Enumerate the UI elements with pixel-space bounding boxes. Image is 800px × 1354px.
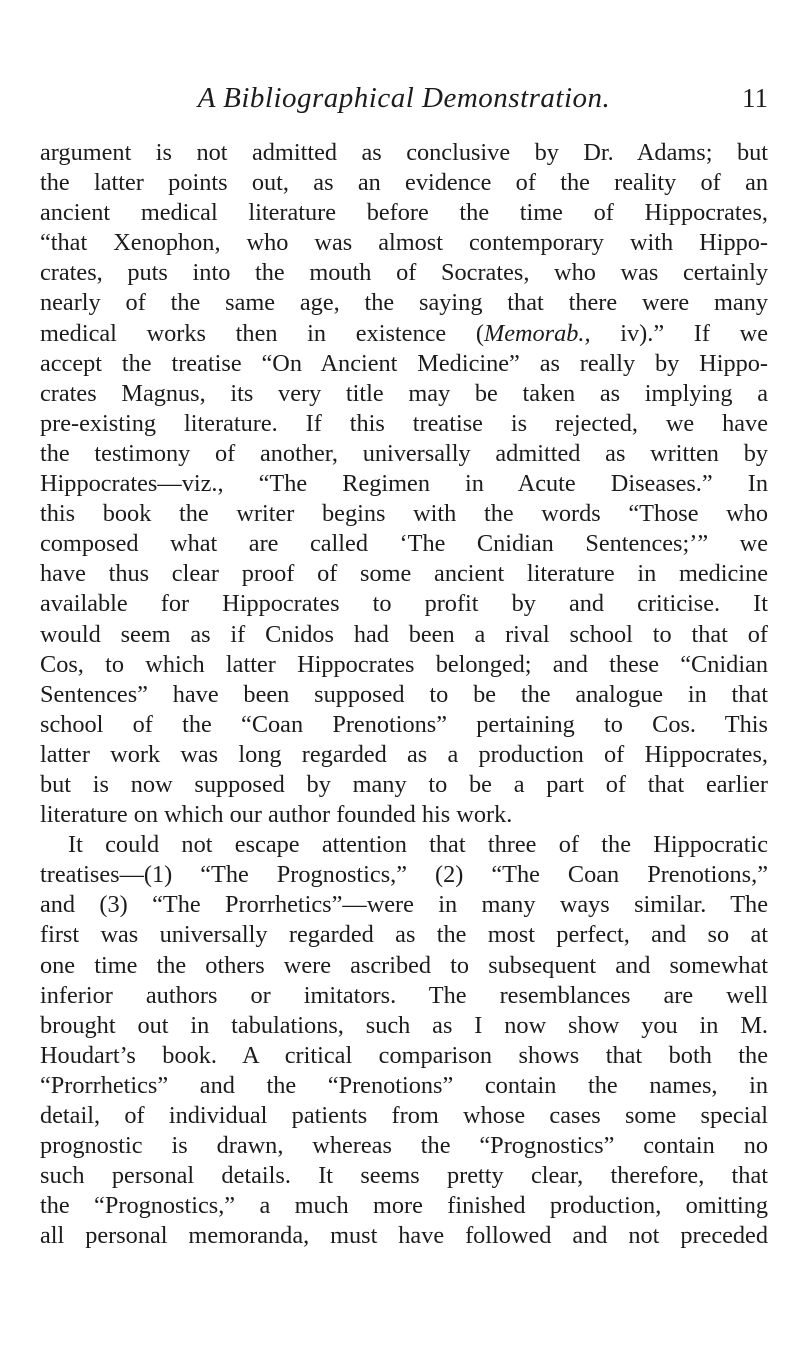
text-line: the testimony of another, universally admitted as written by xyxy=(40,439,768,467)
text-line: the latter points out, as an evidence of the reality of an xyxy=(40,169,768,197)
text-line: inferior authors or imitators. The resemblances are well xyxy=(40,981,768,1009)
text-line: school of the “Coan Prenotions” pertaining to Cos. This xyxy=(40,710,768,738)
text-line: crates, puts into the mouth of Socrates, who was certainly xyxy=(40,259,768,287)
text-line: “Prorrhetics” and the “Prenotions” contain the names, in xyxy=(40,1071,768,1099)
text-line: Hippocrates—viz., “The Regimen in Acute Diseases.” In xyxy=(40,470,768,498)
text-line xyxy=(40,319,768,349)
text-line: all personal memoranda, must have followed and not preceded xyxy=(40,1222,768,1250)
text-line: Cos, to which latter Hippocrates belonged; and these “Cnidian xyxy=(40,650,768,678)
running-head xyxy=(40,80,768,120)
text-line: prognostic is drawn, whereas the “Prognostics” contain no xyxy=(40,1132,768,1160)
text-line: detail, of individual patients from whose cases some special xyxy=(40,1102,768,1129)
text-line: pre-existing literature. If this treatise is rejected, we have xyxy=(40,409,768,437)
text-line: Houdart’s book. A critical comparison shows that both the xyxy=(40,1041,768,1069)
text-line: have thus clear proof of some ancient literature in medicine xyxy=(40,560,768,588)
text-line: this book the writer begins with the words “Those who xyxy=(40,500,768,528)
citation-italic: Memorab., xyxy=(483,319,591,347)
text-line: would seem as if Cnidos had been a rival school to that of xyxy=(40,620,768,648)
text-segment: medical works then in existence ( xyxy=(40,319,484,347)
text-line: latter work was long regarded as a production of Hippocrates, xyxy=(40,740,768,768)
text-line: first was universally regarded as the most perfect, and so at xyxy=(40,921,768,949)
text-line: argument is not admitted as conclusive by Dr. Adams; but xyxy=(40,139,768,166)
text-line: nearly of the same age, the saying that there were many xyxy=(40,289,768,317)
text-line: accept the treatise “On Ancient Medicine” as really by Hippo- xyxy=(40,349,768,377)
text-line: crates Magnus, its very title may be taken as implying a xyxy=(40,379,768,407)
text-segment: iv).” If we xyxy=(590,319,768,347)
text-line: but is now supposed by many to be a part of that earlier xyxy=(40,770,768,798)
text-line: ancient medical literature before the time of Hippocrates, xyxy=(40,199,768,227)
text-line: such personal details. It seems pretty clear, therefore, that xyxy=(40,1162,768,1190)
page-number: 11 xyxy=(742,83,768,113)
text-line: “that Xenophon, who was almost contemporary with Hippo- xyxy=(40,229,768,257)
text-line: brought out in tabulations, such as I now show you in M. xyxy=(40,1011,768,1039)
text-line: the “Prognostics,” a much more finished production, omitting xyxy=(40,1192,768,1220)
body-text xyxy=(40,138,768,1251)
text-line: composed what are called ‘The Cnidian Sentences;’” we xyxy=(40,530,768,558)
paragraph-first-line: It could not escape attention that three of the Hippocratic xyxy=(68,831,768,859)
text-line: one time the others were ascribed to subsequent and somewhat xyxy=(40,951,768,979)
running-title: A Bibliographical Demonstration. xyxy=(197,82,611,114)
text-line: and (3) “The Prorrhetics”—were in many ways similar. The xyxy=(40,891,768,919)
text-line: treatises—(1) “The Prognostics,” (2) “The Coan Prenotions,” xyxy=(40,861,768,889)
text-line: literature on which our author founded his work. xyxy=(40,801,513,829)
text-line: Sentences” have been supposed to be the analogue in that xyxy=(40,680,768,708)
text-line: available for Hippocrates to profit by and criticise. It xyxy=(40,590,768,618)
